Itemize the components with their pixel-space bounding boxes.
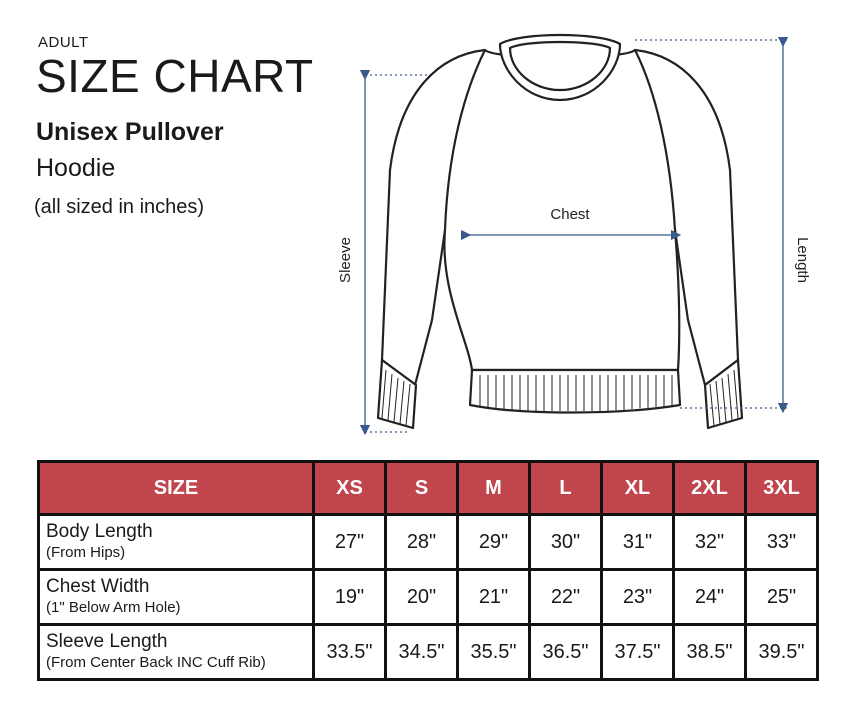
product-type: Unisex Pullover xyxy=(36,118,224,146)
row-sublabel: (1" Below Arm Hole) xyxy=(46,599,181,616)
units-note: (all sized in inches) xyxy=(34,196,205,218)
row-label-sleeve-length xyxy=(39,625,314,680)
table-cell: 35.5" xyxy=(458,625,530,680)
chest-label: Chest xyxy=(550,206,590,223)
table-row xyxy=(39,625,818,680)
size-header: SIZE xyxy=(39,462,314,515)
adult-label: ADULT xyxy=(38,34,89,51)
heading-block xyxy=(36,34,314,102)
table-cell: 37.5" xyxy=(602,625,674,680)
table-row xyxy=(39,515,818,570)
table-cell: 28" xyxy=(386,515,458,570)
table-cell: 34.5" xyxy=(386,625,458,680)
row-label: Sleeve Length xyxy=(46,631,168,652)
table-cell: 20" xyxy=(386,570,458,625)
row-sublabel: (From Hips) xyxy=(46,544,126,561)
table-cell: 36.5" xyxy=(530,625,602,680)
table-cell: 32" xyxy=(674,515,746,570)
table-cell: 33.5" xyxy=(314,625,386,680)
table-row xyxy=(39,570,818,625)
size-2xl: 2XL xyxy=(674,462,746,515)
row-label: Chest Width xyxy=(46,576,150,597)
table-cell: 24" xyxy=(674,570,746,625)
table-cell: 39.5" xyxy=(746,625,818,680)
table-cell: 27" xyxy=(314,515,386,570)
table-header-row xyxy=(39,462,818,515)
row-label-body-length xyxy=(39,515,314,570)
table-cell: 33" xyxy=(746,515,818,570)
table-cell: 23" xyxy=(602,570,674,625)
table-cell: 30" xyxy=(530,515,602,570)
size-table xyxy=(37,460,819,681)
sweatshirt-illustration xyxy=(320,30,840,450)
table-cell: 22" xyxy=(530,570,602,625)
page-title: SIZE CHART xyxy=(36,50,314,102)
table-cell: 19" xyxy=(314,570,386,625)
row-label-chest-width xyxy=(39,570,314,625)
sleeve-label: Sleeve xyxy=(337,237,354,283)
table-cell: 21" xyxy=(458,570,530,625)
product-name: Hoodie xyxy=(36,154,116,182)
table-cell: 25" xyxy=(746,570,818,625)
table-cell: 38.5" xyxy=(674,625,746,680)
row-sublabel: (From Center Back INC Cuff Rib) xyxy=(46,654,266,671)
size-s: S xyxy=(386,462,458,515)
row-label: Body Length xyxy=(46,521,153,542)
size-xl: XL xyxy=(602,462,674,515)
size-m: M xyxy=(458,462,530,515)
size-3xl: 3XL xyxy=(746,462,818,515)
size-l: L xyxy=(530,462,602,515)
table-cell: 31" xyxy=(602,515,674,570)
sweatshirt-diagram xyxy=(320,30,840,450)
size-xs: XS xyxy=(314,462,386,515)
table-cell: 29" xyxy=(458,515,530,570)
length-label: Length xyxy=(794,237,811,283)
